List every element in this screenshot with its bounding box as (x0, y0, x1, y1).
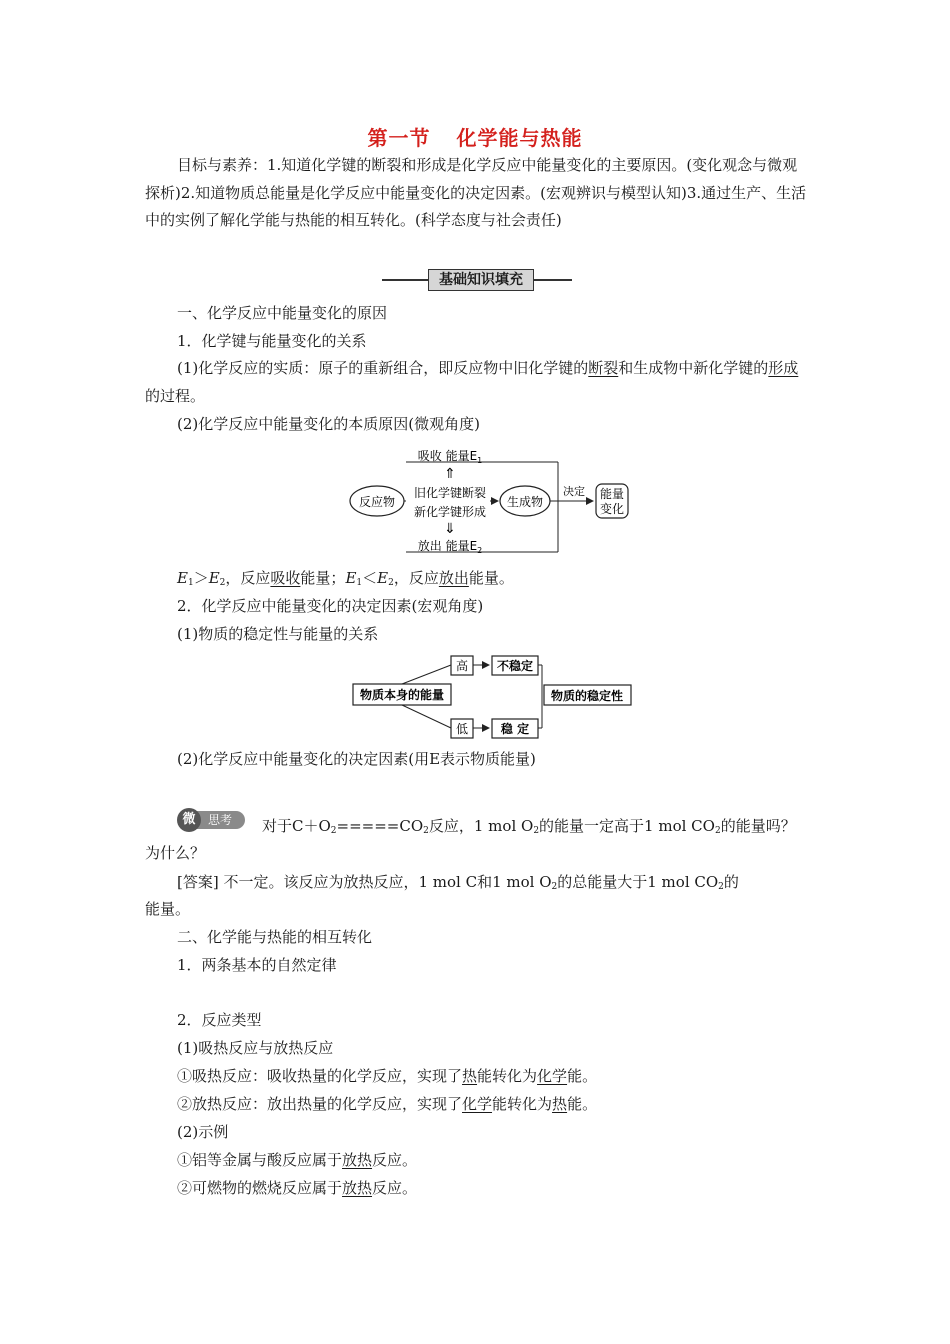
banner-left-rule (382, 279, 430, 281)
think-badge-icon: 微 (177, 808, 201, 832)
p8-text-a: ②可燃物的燃烧反应属于 (177, 1179, 343, 1197)
absorb-energy-label: 吸收 能量$E_1$ (417, 449, 483, 465)
answer-exothermic: 放热 (342, 1151, 373, 1169)
release-energy-label: 放出 能量$E_2$ (417, 539, 483, 555)
p4-text-b: 能转化为 (477, 1067, 538, 1085)
s2-p5 (177, 1094, 597, 1114)
p7-text-a: ①铝等金属与酸反应属于 (177, 1151, 343, 1169)
section-number: 第一节 (367, 126, 431, 150)
think-answer (177, 872, 739, 897)
down-double-arrow-icon: ⇓ (444, 521, 456, 537)
s2-p1: 1．两条基本的自然定律 (177, 956, 337, 974)
p4-text-a: ①吸热反应：吸收热量的化学反应，实现了 (177, 1067, 463, 1085)
reactant-label: 反应物 (358, 495, 396, 509)
p5-text-b: 能转化为 (492, 1095, 553, 1113)
a-part-3: 的 (723, 873, 739, 891)
e2-symbol: E (208, 569, 220, 587)
s1-p2-text-b: 和生成物中新化学键的 (618, 359, 769, 377)
s2-p4 (177, 1066, 597, 1086)
low-label: 低 (455, 722, 469, 736)
answer-release: 放出 (438, 569, 469, 587)
q-sub-2: 2 (423, 826, 429, 836)
unstable-label: 不稳定 (496, 659, 534, 673)
e1-subscript: 1 (187, 578, 194, 588)
s2-p3: (1)吸热反应与放热反应 (177, 1039, 334, 1057)
cmp-text-4: 能量。 (468, 569, 514, 587)
a-part-1: [答案] 不一定。该反应为放热反应，1 mol C和1 mol O (177, 873, 552, 891)
s2-p6: (2)示例 (177, 1123, 229, 1141)
banner-label: 基础知识填充 (428, 269, 534, 291)
answer-absorb: 吸收 (270, 569, 301, 587)
think-answer-cont: 能量。 (145, 900, 191, 918)
answer-break: 断裂 (588, 359, 619, 377)
s1-p5: (1)物质的稳定性与能量的关系 (177, 625, 379, 643)
new-bond-form-label: 新化学键形成 (413, 505, 487, 519)
q-part-3: 反应，1 mol O (428, 817, 534, 835)
energy-change-label-2: 变化 (599, 502, 625, 516)
think-question (262, 816, 796, 841)
q-part-1: 对于C＋O (262, 817, 331, 835)
q-sub-4: 2 (714, 826, 721, 836)
s2-p7 (177, 1150, 417, 1170)
s2-p2: 2．反应类型 (177, 1011, 262, 1029)
a-sub-2: 2 (718, 882, 724, 892)
answer-form: 形成 (768, 359, 799, 377)
q-part-2: =====CO (336, 817, 424, 835)
s1-p3: (2)化学反应中能量变化的本质原因(微观角度) (177, 415, 480, 433)
q-part-5: 的能量吗？ (720, 817, 796, 835)
e1-symbol-2: E (345, 569, 357, 587)
s1-p2 (145, 355, 807, 410)
a-part-2: 的总能量大于1 mol CO (557, 873, 719, 891)
up-double-arrow-icon: ⇑ (444, 466, 456, 482)
cmp-text-1: ，反应 (225, 569, 271, 587)
stability-label: 物质的稳定性 (550, 689, 624, 703)
s1-p2-text-a: (1)化学反应的实质：原子的重新组合，即反应物中旧化学键的 (177, 359, 589, 377)
q-part-4: 的能量一定高于1 mol CO (539, 817, 715, 835)
lt-symbol: ＜ (362, 569, 378, 587)
high-label: 高 (455, 659, 469, 673)
substance-energy-label: 物质本身的能量 (359, 688, 445, 702)
p5-text-a: ②放热反应：放出热量的化学反应，实现了 (177, 1095, 463, 1113)
answer-heat: 热 (462, 1067, 478, 1085)
p8-text-b: 反应。 (372, 1179, 418, 1197)
s1-heading: 一、化学反应中能量变化的原因 (177, 304, 388, 322)
energy-comparison (177, 568, 514, 593)
branch-low-line (402, 705, 451, 728)
answer-heat-2: 热 (552, 1095, 568, 1113)
product-label: 生成物 (506, 495, 544, 509)
q-sub-3: 2 (533, 826, 540, 836)
p4-text-c: 能。 (567, 1067, 598, 1085)
answer-chemical: 化学 (537, 1067, 568, 1085)
stable-label: 稳 定 (500, 722, 530, 736)
s1-p1: 1．化学键与能量变化的关系 (177, 332, 367, 350)
s1-p6: (2)化学反应中能量变化的决定因素(用E表示物质能量) (177, 750, 536, 768)
p5-text-c: 能。 (567, 1095, 598, 1113)
cmp-text-3: ，反应 (393, 569, 439, 587)
old-bond-break-label: 旧化学键断裂 (413, 486, 487, 500)
think-badge (177, 808, 245, 832)
answer-exothermic-2: 放热 (342, 1179, 373, 1197)
e1-symbol: E (177, 569, 188, 587)
answer-chemical-2: 化学 (462, 1095, 493, 1113)
page-title (0, 122, 950, 151)
objectives-paragraph: 目标与素养：1.知道化学键的断裂和形成是化学反应中能量变化的主要原因。(变化观念与微观探析)2.知道物质总能量是化学反应中能量变化的决定因素。(宏观辨识与模型认知)3.通过生产、生活中的实例了解化学能与热能的相互转化。(科学态度与社会责任) (145, 156, 807, 229)
think-question-cont: 为什么？ (145, 844, 206, 862)
stability-diagram (345, 650, 635, 740)
s2-heading: 二、化学能与热能的相互转化 (177, 928, 373, 946)
think-badge-label: 思考 (195, 811, 245, 829)
energy-change-label-1: 能量 (599, 487, 625, 501)
p7-text-b: 反应。 (372, 1151, 418, 1169)
bond-energy-diagram (340, 440, 640, 560)
s1-p2-text-c: 的过程。 (145, 386, 206, 405)
e2-subscript: 2 (219, 578, 226, 588)
decide-label: 决定 (563, 485, 585, 498)
branch-high-line (402, 665, 451, 684)
e2-subscript-2: 2 (388, 578, 394, 588)
section-banner (382, 268, 572, 292)
q-sub-1: 2 (330, 826, 337, 836)
e1-subscript-2: 1 (356, 578, 363, 588)
e2-symbol-2: E (377, 569, 389, 587)
cmp-text-2: 能量； (300, 569, 346, 587)
gt-symbol: ＞ (193, 569, 209, 587)
s2-p8 (177, 1178, 417, 1198)
a-sub-1: 2 (551, 882, 558, 892)
section-name: 化学能与热能 (456, 126, 583, 150)
banner-right-rule (532, 279, 572, 281)
s1-p4: 2．化学反应中能量变化的决定因素(宏观角度) (177, 597, 484, 615)
